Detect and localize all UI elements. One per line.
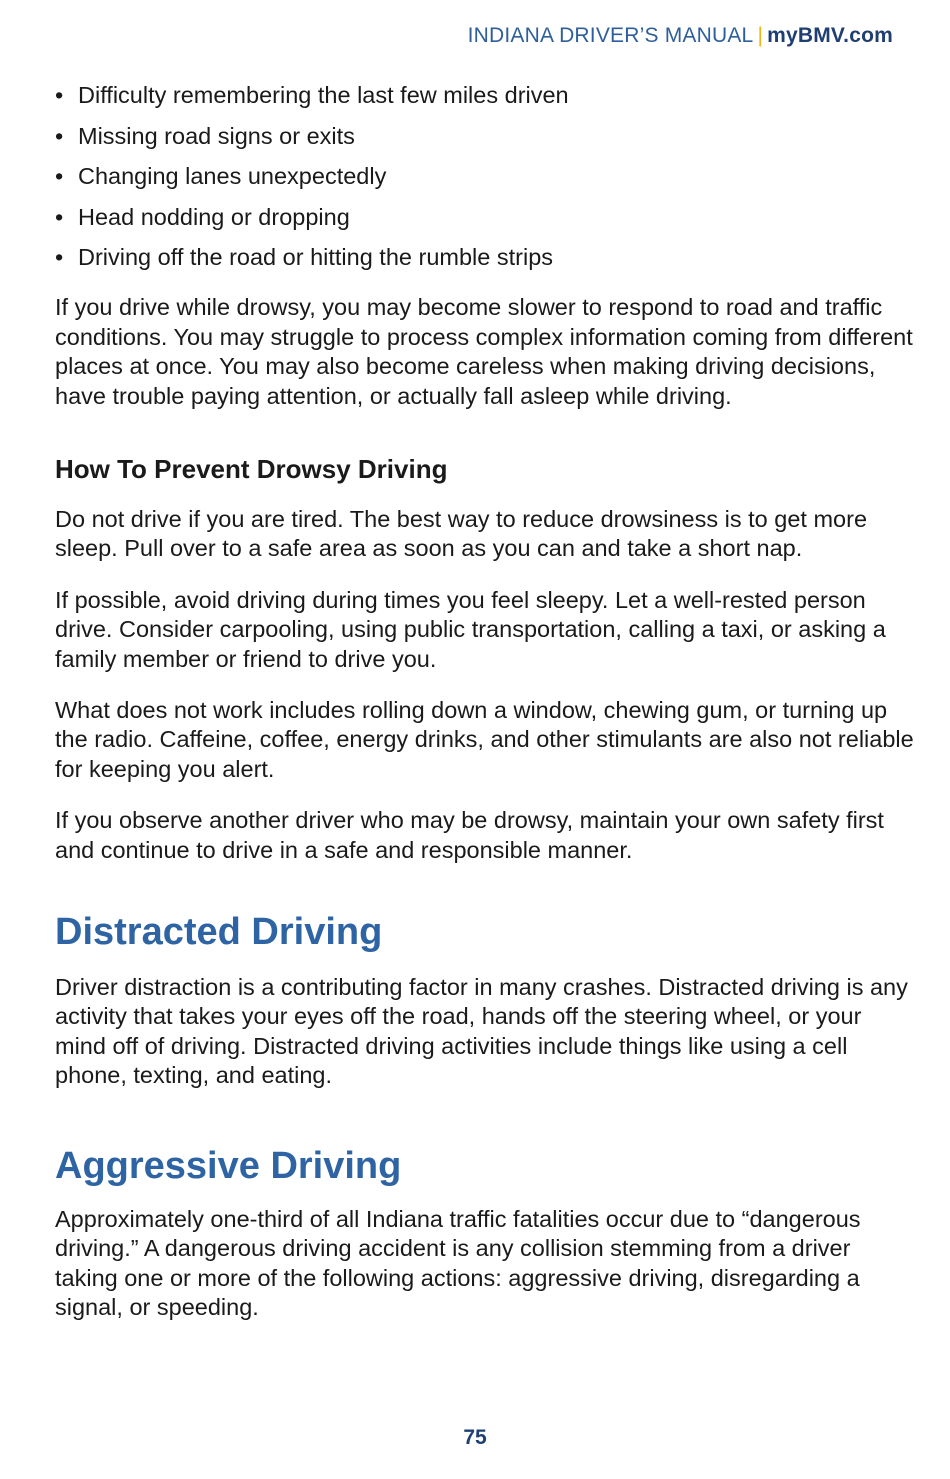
aggressive-driving-heading: Aggressive Driving [55, 1144, 402, 1187]
list-item [55, 80, 915, 110]
header-separator: | [757, 24, 764, 47]
bullet-icon: • [55, 122, 64, 149]
list-item-text: Changing lanes unexpectedly [78, 163, 387, 190]
prevent-paragraph-4: If you observe another driver who may be drowsy, maintain your own safety first and continue to drive in a safe and responsible manner. [55, 807, 884, 863]
drowsy-symptoms-list [55, 80, 915, 272]
prevent-drowsy-heading: How To Prevent Drowsy Driving [55, 454, 448, 484]
page-number: 75 [463, 1426, 487, 1449]
drowsy-effects-paragraph: If you drive while drowsy, you may become slower to respond to road and traffic conditions. You may struggle to process complex information coming from different places at once. You may also become careless when making driving decisions, have trouble paying attention, or actually fall asleep while driving. [55, 294, 913, 409]
list-item [55, 202, 915, 232]
list-item [55, 121, 915, 151]
prevent-paragraph-3: What does not work includes rolling down a window, chewing gum, or turning up the radio. Caffeine, coffee, energy drinks, and other stimulants are also not reliable for keeping you alert. [55, 697, 914, 782]
bullet-icon: • [55, 163, 64, 190]
list-item-text: Difficulty remembering the last few miles driven [78, 82, 569, 108]
distracted-driving-heading: Distracted Driving [55, 911, 383, 954]
page-header [468, 24, 893, 48]
distracted-driving-paragraph: Driver distraction is a contributing factor in many crashes. Distracted driving is any activity that takes your eyes off the road, hands off the steering wheel, or your mind off of driving. Distracted driving activities include things like using a cell phone, texting, and eating. [55, 974, 908, 1089]
page-content [55, 80, 915, 1322]
list-item-text: Head nodding or dropping [78, 203, 350, 230]
list-item [55, 242, 915, 272]
prevent-paragraph-2: If possible, avoid driving during times you feel sleepy. Let a well-rested person drive. Consider carpooling, using public transportation, calling a taxi, or asking a family member or friend to drive you. [55, 586, 886, 672]
bullet-icon: • [55, 82, 64, 108]
bullet-icon: • [55, 203, 64, 230]
list-item-text: Missing road signs or exits [78, 122, 355, 149]
prevent-paragraph-1: Do not drive if you are tired. The best way to reduce drowsiness is to get more sleep. Pull over to a safe area as soon as you can and take a short nap. [55, 506, 868, 562]
aggressive-driving-paragraph: Approximately one-third of all Indiana traffic fatalities occur due to “dangerous driving.” A dangerous driving accident is any collision stemming from a driver taking one or more of the following actions: aggressive driving, disregarding a signal, or speeding. [55, 1205, 861, 1320]
list-item [55, 161, 915, 191]
site-link[interactable]: myBMV.com [767, 24, 893, 47]
bullet-icon: • [55, 244, 64, 271]
list-item-text: Driving off the road or hitting the rumble strips [78, 244, 554, 271]
manual-title: INDIANA DRIVER’S MANUAL [467, 24, 754, 47]
